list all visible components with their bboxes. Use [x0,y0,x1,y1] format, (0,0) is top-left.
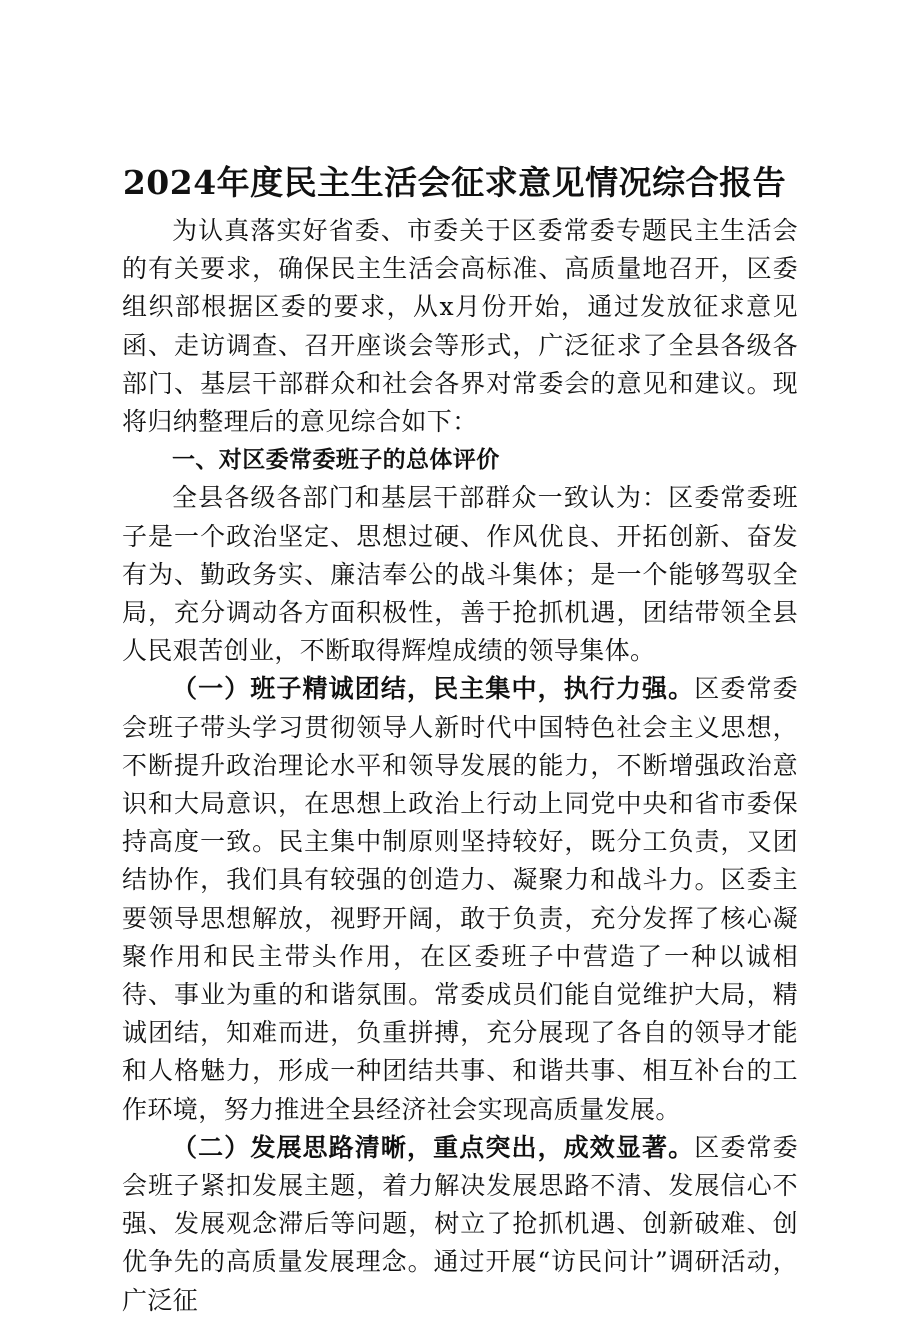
point-unity-text: 区委常委会班子带头学习贯彻领导人新时代中国特色社会主义思想，不断提升政治理论水平和领导发展的能力，不断增强政治意识和大局意识，在思想上政治上行动上同党中央和省市委保持高度一致。民主集中制原则坚持较好，既分工负责，又团结协作，我们具有较强的创造力、凝聚力和战斗力。区委主要领导思想解放，视野开阔，敢于负责，充分发挥了核心凝聚作用和民主带头作用，在区委班子中营造了一种以诚相待、事业为重的和谐氛围。常委成员们能自觉维护大局，精诚团结，知难而进，负重拼搏，充分展现了各自的领导才能和人格魅力，形成一种团结共事、和谐共事、相互补台的工作环境，努力推进全县经济社会实现高质量发展。 [122,674,798,1124]
intro-paragraph: 为认真落实好省委、市委关于区委常委专题民主生活会的有关要求，确保民主生活会高标准、高质量地召开，区委组织部根据区委的要求，从x月份开始，通过发放征求意见函、走访调查、召开座谈会等形式，广泛征求了全县各级各部门、基层干部群众和社会各界对常委会的意见和建议。现将归纳整理后的意见综合如下： [122,216,798,437]
document-title: 2024年度民主生活会征求意见情况综合报告 [122,163,787,202]
overall-evaluation-paragraph: 全县各级各部门和基层干部群众一致认为：区委常委班子是一个政治坚定、思想过硬、作风优良、开拓创新、奋发有为、勤政务实、廉洁奉公的战斗集体；是一个能够驾驭全局，充分调动各方面积极性，善于抢抓机遇，团结带领全县人民艰苦创业，不断取得辉煌成绩的领导集体。 [122,483,798,666]
point-development-text: 区委常委会班子紧扣发展主题，着力解决发展思路不清、发展信心不强、发展观念滞后等问题，树立了抢抓机遇、创新破难、创优争先的高质量发展理念。通过开展“访民问计”调研活动，广泛征 [122,1132,798,1315]
point-unity-lead: （一）班子精诚团结，民主集中，执行力强。 [172,674,695,704]
point-unity-paragraph [122,670,798,1128]
section-heading-overall-evaluation: 一、对区委常委班子的总体评价 [172,447,500,474]
point-development-paragraph [122,1129,798,1320]
point-development-lead: （二）发展思路清晰，重点突出，成效显著。 [172,1132,695,1162]
document-body [122,212,798,1320]
